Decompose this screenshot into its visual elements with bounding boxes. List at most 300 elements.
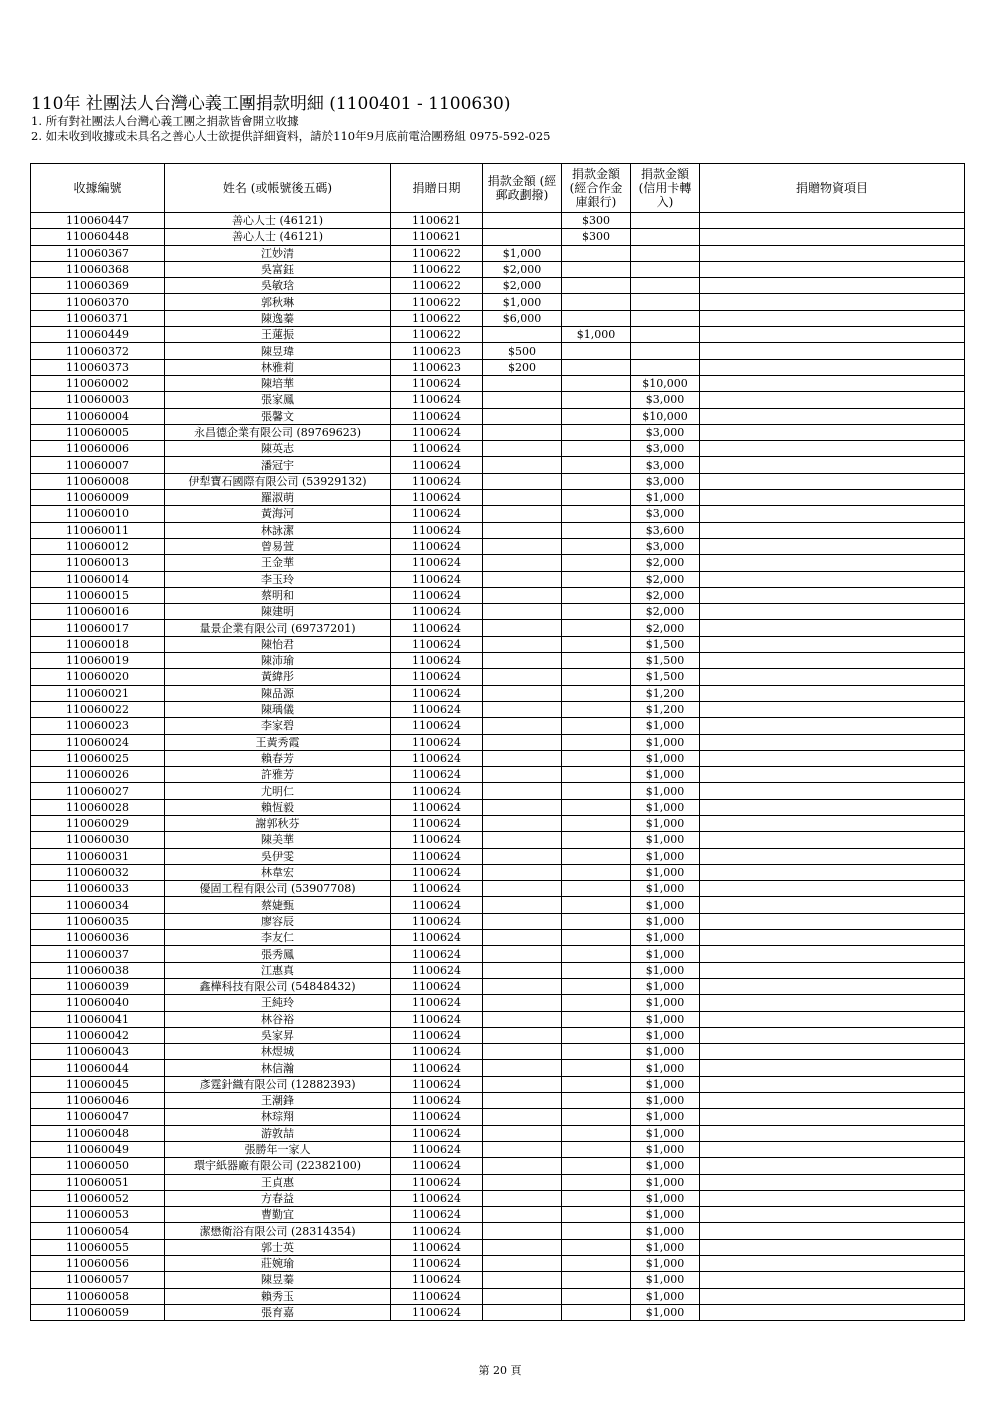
table-cell: [483, 1239, 562, 1255]
table-cell: $1,000: [631, 1272, 700, 1288]
table-cell: 110060368: [31, 261, 165, 277]
table-cell: [700, 1158, 965, 1174]
table-cell: [483, 636, 562, 652]
table-cell: 陳瑀儀: [165, 701, 391, 717]
table-row: [31, 897, 965, 913]
table-cell: [631, 327, 700, 343]
table-cell: $1,000: [631, 799, 700, 815]
table-cell: 1100624: [391, 1011, 483, 1027]
table-cell: [562, 718, 631, 734]
table-cell: [483, 815, 562, 831]
table-cell: 廖容辰: [165, 913, 391, 929]
table-cell: [483, 799, 562, 815]
table-cell: $1,000: [631, 1027, 700, 1043]
table-cell: [483, 604, 562, 620]
table-cell: 1100624: [391, 441, 483, 457]
table-cell: [700, 457, 965, 473]
table-cell: 吳伊雯: [165, 848, 391, 864]
table-cell: [483, 864, 562, 880]
table-cell: [700, 913, 965, 929]
table-cell: [700, 310, 965, 326]
table-row: [31, 571, 965, 587]
table-row: [31, 1060, 965, 1076]
column-header: 收據編號: [31, 164, 165, 213]
table-cell: [562, 1044, 631, 1060]
table-cell: 110060032: [31, 864, 165, 880]
table-cell: 郭秋琳: [165, 294, 391, 310]
table-cell: $10,000: [631, 375, 700, 391]
table-cell: [483, 1141, 562, 1157]
table-cell: [483, 881, 562, 897]
table-cell: 110060036: [31, 930, 165, 946]
table-cell: 110060056: [31, 1256, 165, 1272]
table-cell: 賴恆毅: [165, 799, 391, 815]
table-row: [31, 604, 965, 620]
table-cell: $1,000: [631, 1223, 700, 1239]
table-cell: $1,500: [631, 669, 700, 685]
table-cell: $1,000: [631, 490, 700, 506]
table-cell: [483, 620, 562, 636]
table-cell: $500: [483, 343, 562, 359]
table-cell: [562, 343, 631, 359]
table-cell: 110060019: [31, 653, 165, 669]
table-row: [31, 1125, 965, 1141]
table-cell: [631, 229, 700, 245]
table-row: [31, 1239, 965, 1255]
table-cell: $1,000: [631, 1076, 700, 1092]
table-cell: [483, 897, 562, 913]
table-body: [31, 213, 965, 1321]
table-cell: $3,000: [631, 473, 700, 489]
table-cell: 110060053: [31, 1207, 165, 1223]
table-cell: [483, 375, 562, 391]
table-cell: 優固工程有限公司 (53907708): [165, 881, 391, 897]
table-cell: 林韋宏: [165, 864, 391, 880]
table-cell: $1,000: [631, 1256, 700, 1272]
table-cell: [483, 1158, 562, 1174]
table-cell: [700, 555, 965, 571]
table-cell: [700, 1304, 965, 1320]
table-cell: [483, 424, 562, 440]
table-cell: 陳昱蓁: [165, 1272, 391, 1288]
table-cell: 張育嘉: [165, 1304, 391, 1320]
table-cell: 110060370: [31, 294, 165, 310]
table-cell: $3,000: [631, 441, 700, 457]
table-cell: [562, 571, 631, 587]
table-cell: 1100624: [391, 375, 483, 391]
table-cell: $1,000: [631, 783, 700, 799]
table-cell: 110060017: [31, 620, 165, 636]
table-cell: $1,000: [631, 946, 700, 962]
table-cell: 1100624: [391, 620, 483, 636]
table-cell: [483, 1288, 562, 1304]
table-cell: 李家碧: [165, 718, 391, 734]
table-row: [31, 343, 965, 359]
table-cell: 1100624: [391, 1060, 483, 1076]
table-cell: 伊犁寶石國際有限公司 (53929132): [165, 473, 391, 489]
table-cell: 1100624: [391, 522, 483, 538]
table-cell: 110060046: [31, 1093, 165, 1109]
table-cell: $1,000: [631, 1304, 700, 1320]
table-cell: 林詠潔: [165, 522, 391, 538]
table-cell: $1,000: [631, 978, 700, 994]
table-cell: [700, 930, 965, 946]
note-receipt: 1. 所有對社團法人台灣心義工團之捐款皆會開立收據: [31, 114, 299, 128]
table-row: [31, 278, 965, 294]
table-cell: 張秀鳳: [165, 946, 391, 962]
table-cell: $1,500: [631, 636, 700, 652]
table-cell: $1,000: [631, 1011, 700, 1027]
table-cell: [483, 1207, 562, 1223]
table-cell: 曾易萱: [165, 538, 391, 554]
table-row: [31, 506, 965, 522]
table-cell: [562, 962, 631, 978]
table-cell: [562, 701, 631, 717]
table-cell: 110060372: [31, 343, 165, 359]
table-cell: 陳品源: [165, 685, 391, 701]
table-cell: [483, 213, 562, 229]
table-cell: $1,000: [631, 1093, 700, 1109]
table-cell: [700, 897, 965, 913]
table-cell: 1100624: [391, 555, 483, 571]
table-cell: [700, 1223, 965, 1239]
table-cell: 110060055: [31, 1239, 165, 1255]
table-cell: 110060021: [31, 685, 165, 701]
table-cell: 1100624: [391, 1158, 483, 1174]
table-cell: [700, 620, 965, 636]
table-cell: [562, 392, 631, 408]
table-row: [31, 375, 965, 391]
table-cell: 110060004: [31, 408, 165, 424]
table-row: [31, 799, 965, 815]
table-row: [31, 701, 965, 717]
table-row: [31, 1011, 965, 1027]
table-cell: $1,000: [631, 832, 700, 848]
table-cell: [700, 848, 965, 864]
table-cell: [562, 978, 631, 994]
table-cell: [562, 506, 631, 522]
table-cell: $2,000: [631, 620, 700, 636]
table-cell: 110060035: [31, 913, 165, 929]
table-cell: 110060025: [31, 750, 165, 766]
table-cell: [483, 946, 562, 962]
table-cell: [631, 359, 700, 375]
table-cell: 1100623: [391, 343, 483, 359]
table-cell: [700, 294, 965, 310]
table-cell: [562, 881, 631, 897]
table-cell: [700, 1239, 965, 1255]
table-cell: [700, 327, 965, 343]
table-cell: 1100624: [391, 913, 483, 929]
table-cell: 陳培華: [165, 375, 391, 391]
column-header: 捐款金額 (經合作金庫銀行): [562, 164, 631, 213]
table-cell: $3,000: [631, 392, 700, 408]
table-row: [31, 718, 965, 734]
table-cell: 1100624: [391, 962, 483, 978]
table-cell: 蔡明和: [165, 587, 391, 603]
table-cell: 蔡婕甄: [165, 897, 391, 913]
table-cell: [483, 1190, 562, 1206]
table-cell: [700, 734, 965, 750]
table-cell: [700, 473, 965, 489]
table-cell: [562, 653, 631, 669]
table-row: [31, 294, 965, 310]
table-cell: 尤明仁: [165, 783, 391, 799]
table-cell: 王金華: [165, 555, 391, 571]
table-row: [31, 750, 965, 766]
table-cell: [700, 669, 965, 685]
table-cell: [483, 995, 562, 1011]
table-cell: [562, 457, 631, 473]
table-cell: [483, 229, 562, 245]
table-cell: [562, 815, 631, 831]
table-cell: 110060007: [31, 457, 165, 473]
table-cell: 1100624: [391, 832, 483, 848]
table-row: [31, 327, 965, 343]
table-row: [31, 1044, 965, 1060]
table-cell: 陳沛瑜: [165, 653, 391, 669]
table-cell: 110060024: [31, 734, 165, 750]
table-cell: 林雅莉: [165, 359, 391, 375]
table-cell: 110060041: [31, 1011, 165, 1027]
table-cell: $1,000: [562, 327, 631, 343]
table-cell: [483, 392, 562, 408]
table-cell: 林琮翔: [165, 1109, 391, 1125]
table-cell: 110060009: [31, 490, 165, 506]
table-cell: 1100624: [391, 718, 483, 734]
table-cell: [700, 604, 965, 620]
table-cell: [700, 538, 965, 554]
table-cell: 江惠真: [165, 962, 391, 978]
table-cell: 1100624: [391, 864, 483, 880]
table-row: [31, 930, 965, 946]
table-cell: [562, 1027, 631, 1043]
table-cell: [483, 1011, 562, 1027]
table-row: [31, 587, 965, 603]
table-cell: [700, 229, 965, 245]
table-cell: 1100624: [391, 995, 483, 1011]
donation-table: [30, 163, 965, 1321]
table-cell: 賴春芳: [165, 750, 391, 766]
table-cell: [483, 1060, 562, 1076]
table-cell: $3,000: [631, 424, 700, 440]
table-cell: 潔懋衛浴有限公司 (28314354): [165, 1223, 391, 1239]
table-cell: [483, 490, 562, 506]
table-cell: $2,000: [631, 604, 700, 620]
table-cell: [562, 1223, 631, 1239]
table-cell: $1,000: [631, 1288, 700, 1304]
table-cell: [562, 1076, 631, 1092]
table-cell: [700, 392, 965, 408]
table-cell: [700, 962, 965, 978]
table-cell: [700, 685, 965, 701]
table-cell: [562, 522, 631, 538]
table-cell: [562, 1011, 631, 1027]
table-cell: 110060014: [31, 571, 165, 587]
table-cell: 110060371: [31, 310, 165, 326]
table-cell: $1,000: [631, 1207, 700, 1223]
column-header: 捐贈日期: [391, 164, 483, 213]
table-cell: 1100624: [391, 1256, 483, 1272]
table-cell: $1,000: [631, 1174, 700, 1190]
table-cell: 110060043: [31, 1044, 165, 1060]
table-row: [31, 1272, 965, 1288]
note-contact: 2. 如未收到收據或未具名之善心人士欲提供詳細資料，請於110年9月底前電洽團務組 0975-592-025: [31, 129, 551, 143]
table-cell: $1,000: [631, 848, 700, 864]
table-cell: [483, 962, 562, 978]
table-cell: 潘冠宇: [165, 457, 391, 473]
table-row: [31, 1174, 965, 1190]
table-cell: [562, 848, 631, 864]
table-row: [31, 490, 965, 506]
table-cell: [631, 278, 700, 294]
table-cell: $2,000: [483, 261, 562, 277]
table-cell: [483, 506, 562, 522]
table-row: [31, 424, 965, 440]
table-cell: 永昌德企業有限公司 (89769623): [165, 424, 391, 440]
table-cell: 110060054: [31, 1223, 165, 1239]
table-cell: 110060059: [31, 1304, 165, 1320]
table-cell: [700, 261, 965, 277]
table-cell: 1100624: [391, 1174, 483, 1190]
table-cell: [562, 294, 631, 310]
table-cell: 1100624: [391, 1272, 483, 1288]
table-row: [31, 213, 965, 229]
table-cell: $1,500: [631, 653, 700, 669]
table-cell: 110060447: [31, 213, 165, 229]
table-cell: 1100624: [391, 571, 483, 587]
table-row: [31, 1158, 965, 1174]
table-cell: 1100624: [391, 538, 483, 554]
table-row: [31, 978, 965, 994]
table-cell: [562, 555, 631, 571]
table-cell: [562, 1304, 631, 1320]
table-cell: 陳美華: [165, 832, 391, 848]
table-cell: [631, 245, 700, 261]
table-cell: $1,000: [631, 897, 700, 913]
table-header-row: [31, 164, 965, 213]
table-cell: 110060448: [31, 229, 165, 245]
table-cell: [562, 538, 631, 554]
table-cell: [700, 278, 965, 294]
table-cell: [631, 294, 700, 310]
document-title: 110年 社團法人台灣心義工團捐款明細 (1100401 - 1100630): [31, 94, 511, 114]
table-cell: $1,000: [631, 995, 700, 1011]
table-row: [31, 995, 965, 1011]
table-cell: 1100624: [391, 587, 483, 603]
table-cell: [483, 718, 562, 734]
table-cell: 曹勤宜: [165, 1207, 391, 1223]
table-cell: 林信瀚: [165, 1060, 391, 1076]
table-cell: 陳建明: [165, 604, 391, 620]
table-cell: $6,000: [483, 310, 562, 326]
table-cell: 林煜城: [165, 1044, 391, 1060]
table-cell: [562, 864, 631, 880]
table-row: [31, 636, 965, 652]
table-cell: [483, 441, 562, 457]
table-cell: 游敦喆: [165, 1125, 391, 1141]
table-cell: [483, 1272, 562, 1288]
table-cell: [483, 832, 562, 848]
table-cell: [483, 978, 562, 994]
table-cell: $1,000: [631, 962, 700, 978]
table-row: [31, 815, 965, 831]
table-cell: [483, 913, 562, 929]
table-cell: 110060038: [31, 962, 165, 978]
table-cell: 1100624: [391, 490, 483, 506]
table-cell: 1100622: [391, 245, 483, 261]
table-cell: 1100624: [391, 946, 483, 962]
table-row: [31, 441, 965, 457]
table-cell: [700, 1207, 965, 1223]
table-cell: [700, 1044, 965, 1060]
table-cell: [562, 832, 631, 848]
table-cell: 環宇紙器廠有限公司 (22382100): [165, 1158, 391, 1174]
table-cell: 王蓮振: [165, 327, 391, 343]
table-cell: [562, 897, 631, 913]
table-cell: 1100624: [391, 408, 483, 424]
table-cell: 1100624: [391, 1223, 483, 1239]
table-row: [31, 913, 965, 929]
table-cell: [483, 1109, 562, 1125]
table-cell: 110060039: [31, 978, 165, 994]
table-cell: 110060015: [31, 587, 165, 603]
table-cell: 1100622: [391, 294, 483, 310]
table-cell: 110060026: [31, 767, 165, 783]
table-cell: [562, 1125, 631, 1141]
table-cell: [700, 718, 965, 734]
table-cell: [483, 848, 562, 864]
table-cell: 江妙清: [165, 245, 391, 261]
table-row: [31, 522, 965, 538]
table-cell: 郭士英: [165, 1239, 391, 1255]
table-cell: [483, 522, 562, 538]
table-cell: 李玉玲: [165, 571, 391, 587]
table-cell: 110060011: [31, 522, 165, 538]
table-cell: $1,000: [631, 1125, 700, 1141]
table-row: [31, 245, 965, 261]
table-cell: [562, 930, 631, 946]
table-cell: 1100624: [391, 799, 483, 815]
table-cell: 1100623: [391, 359, 483, 375]
table-cell: [562, 278, 631, 294]
table-cell: 110060048: [31, 1125, 165, 1141]
table-cell: [700, 343, 965, 359]
table-cell: [700, 587, 965, 603]
table-cell: 110060020: [31, 669, 165, 685]
table-cell: 1100622: [391, 278, 483, 294]
table-cell: [562, 685, 631, 701]
table-cell: 110060058: [31, 1288, 165, 1304]
table-cell: [700, 490, 965, 506]
table-row: [31, 832, 965, 848]
table-cell: [562, 1190, 631, 1206]
table-cell: [483, 1076, 562, 1092]
table-row: [31, 767, 965, 783]
table-cell: [483, 457, 562, 473]
table-cell: $2,000: [483, 278, 562, 294]
table-cell: [562, 620, 631, 636]
table-cell: 陳怡君: [165, 636, 391, 652]
table-cell: [562, 767, 631, 783]
table-cell: [483, 1125, 562, 1141]
table-row: [31, 261, 965, 277]
table-row: [31, 408, 965, 424]
table-cell: [700, 750, 965, 766]
table-cell: 1100624: [391, 653, 483, 669]
table-cell: [562, 1060, 631, 1076]
table-cell: 1100624: [391, 473, 483, 489]
